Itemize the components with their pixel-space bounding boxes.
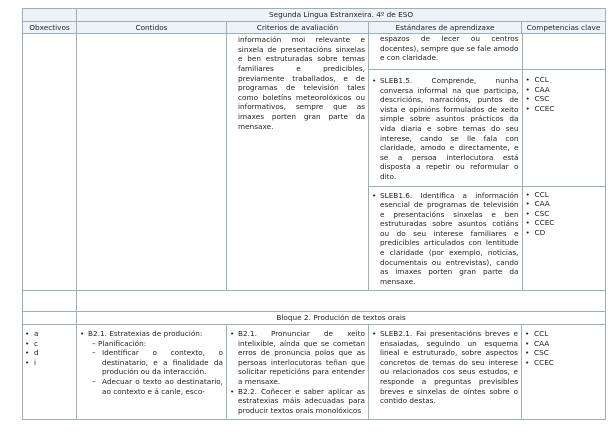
objectives-list [25, 329, 74, 367]
objective-item: • c [25, 339, 74, 349]
competency-item: • CSC [526, 94, 604, 104]
criteria-text: información moi relevante e sinxela de presentacións sinxelas e ben estruturadas sobre temas familiares e predicibles, previamente traballados, e de programas de televisión tales como boletíns meteorolóxicos ou informativos, sempre que as imaxes porten gran parte da mensaxe. [238, 35, 365, 131]
competency-item: • CD [526, 228, 604, 238]
standard-text: • SLEB2.1. Fai presentacións breves e ensaiadas, seguindo un esquema lineal e estruturado, sobre aspectos concretos de temas do seu interese ou relacionados cos seus estudos, e responde a preguntas previsibles breves e sinxelas de oíntes sobre o contido destas. [372, 329, 518, 406]
objective-item: • a [25, 329, 74, 339]
competency-item: • CCL [525, 329, 602, 339]
competency-item: • CCL [526, 190, 604, 200]
competency-list [526, 75, 604, 113]
col-header-competencies: Competencias clave [522, 21, 606, 34]
competency-item: • CAA [525, 339, 602, 349]
competency-item: • CAA [526, 199, 604, 209]
contents-cell [77, 325, 227, 420]
criteria-cell [227, 325, 369, 420]
standard-text: • SLEB1.5. Comprende, nunha conversa informal na que participa, descricións, narracións, puntos de vista e opinións formulados de xeito simple sobre asuntos prácticos da vida diaria e sobre temas do seu interese, cando se lle fala con claridade, amodo e directamente, e se a persoa interlocutora está disposta a repetir ou reformular o dito. [372, 76, 519, 182]
content-item: • B2.1. Estratexias de produción: [80, 329, 223, 339]
table-title: Segunda Lingua Estranxeira. 4º de ESO [77, 9, 606, 22]
col-header-standards: Estándares de aprendizaxe [369, 21, 522, 34]
standard-row [369, 69, 606, 186]
standard-text: • SLEB1.6. Identifica a información esencial de programas de televisión e presentacións sinxelas e ben estruturadas sobre asuntos cotiáns ou do seu interese familiares e predicibles articulados con lentitude e claridade (por exemplo, noticias, documentais ou entrevistas), cando as imaxes porten gran parte da mensaxe. [372, 191, 519, 287]
criterion-item: • B2.1. Pronunciar de xeito intelixible, aínda que se cometan erros de pronuncia polos que as persoas interlocutoras teñan que solicitar repeticións para entender a mensaxe. [230, 329, 365, 387]
contents-cell [77, 34, 227, 291]
standard-text: espazos de lecer ou centros docentes), sempre que se fale amodo e con claridade. [380, 34, 519, 63]
content-subsubitem: – Adecuar o texto ao destinatario, ao contexto e á canle, esco- [80, 377, 223, 396]
competency-item: • CCEC [526, 218, 604, 228]
col-header-criteria: Criterios de avaliación [227, 21, 369, 34]
competency-item: • CCL [526, 75, 604, 85]
column-header-row [23, 21, 606, 34]
block-title-row [23, 312, 606, 325]
objectives-cell [23, 325, 77, 420]
competency-item: • CSC [525, 348, 602, 358]
competency-item: • CCEC [525, 358, 602, 368]
standards-cell [369, 325, 522, 420]
objective-item: • i [25, 358, 74, 368]
content-subitem: – Planificación: [92, 338, 147, 348]
competencies-cell [522, 325, 606, 420]
curriculum-table [22, 8, 606, 420]
content-subsubitem: – Identificar o contexto, o destinatario, e a finalidade da produción ou da interacción. [80, 348, 223, 377]
competency-list [526, 190, 604, 238]
competency-item: • CSC [526, 209, 604, 219]
table-row [23, 34, 606, 291]
table-row [23, 325, 606, 420]
criterion-item: • B2.2. Coñecer e saber aplicar as estratexias máis adecuadas para producir textos orais monolóxicos [230, 387, 365, 416]
standard-row [369, 186, 606, 290]
competency-list [525, 329, 602, 367]
title-row [23, 9, 606, 22]
objective-item: • d [25, 348, 74, 358]
criteria-cell [227, 34, 369, 291]
col-header-contents: Contidos [77, 21, 227, 34]
col-header-objectives: Obxectivos [23, 21, 77, 34]
block-title: Bloque 2. Produción de textos orais [77, 312, 606, 325]
competency-item: • CCEC [526, 104, 604, 114]
standard-row [369, 34, 606, 69]
competency-item: • CAA [526, 85, 604, 95]
spacer-row [23, 291, 606, 312]
objectives-cell [23, 34, 77, 291]
